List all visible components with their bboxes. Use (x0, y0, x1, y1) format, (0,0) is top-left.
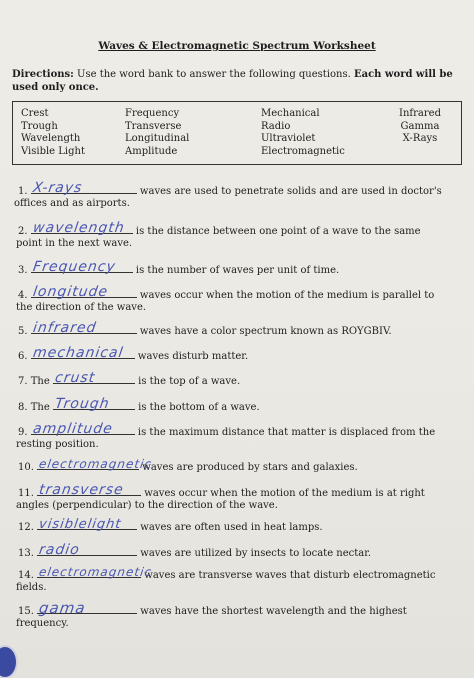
question-2 (16, 219, 458, 249)
answer-blank[interactable] (31, 319, 137, 336)
handwritten-answer: electromagnetic (38, 564, 154, 579)
answer-blank[interactable] (37, 598, 137, 617)
answer-blank[interactable] (31, 344, 135, 361)
handwritten-answer: amplitude (31, 420, 114, 437)
word-bank-item: Transverse (125, 120, 182, 132)
word-bank-item: X-Rays (402, 133, 438, 144)
handwritten-answer: Trough (53, 395, 111, 412)
question-text: waves disturb matter. (137, 351, 249, 362)
question-text: waves are used to penetrate solids and are used in doctor's (139, 186, 442, 197)
answer-blank[interactable] (31, 219, 133, 236)
handwritten-answer: infrared (31, 319, 98, 336)
handwritten-answer: Frequency (31, 258, 117, 275)
question-number: 4. (18, 290, 28, 301)
question-9 (16, 420, 458, 450)
handwritten-answer: radio (38, 541, 82, 558)
handwritten-answer: electromagnetic (38, 456, 154, 471)
question-5 (18, 319, 458, 338)
question-number: 2. (18, 226, 28, 237)
word-bank-item: Electromagnetic (261, 145, 345, 157)
question-text-continued: the direction of the wave. (16, 301, 147, 313)
question-text: waves have the shortest wavelength and the highest (140, 606, 407, 617)
handwritten-answer: crust (53, 369, 97, 386)
answer-blank[interactable] (37, 518, 137, 530)
answer-blank[interactable] (53, 369, 135, 386)
question-text-continued: angles (perpendicular) to the direction of the wave. (16, 499, 278, 511)
question-text: waves have a color spectrum known as ROYGBIV. (139, 326, 392, 337)
question-number: 10. (18, 462, 34, 473)
word-bank-box (12, 101, 462, 165)
question-text-continued: resting position. (16, 438, 99, 450)
directions-label: Directions: (12, 69, 74, 80)
answer-blank[interactable] (37, 541, 137, 558)
answer-blank[interactable] (31, 258, 133, 275)
word-bank-item: Ultraviolet (261, 133, 316, 144)
question-text: waves are produced by stars and galaxies. (142, 462, 358, 473)
handwritten-answer: visiblelight (38, 516, 123, 532)
answer-blank[interactable] (53, 395, 135, 412)
handwritten-answer: gama (37, 598, 87, 617)
question-text: waves are transverse waves that disturb electromagnetic (144, 570, 436, 581)
answer-blank[interactable] (31, 179, 137, 196)
question-text: waves occur when the motion of the medium is parallel to (139, 290, 435, 301)
word-bank-item: Frequency (125, 108, 180, 119)
question-text-continued: frequency. (16, 617, 69, 629)
answer-blank[interactable] (37, 456, 154, 471)
question-text: is the top of a wave. (138, 376, 241, 387)
question-number: 7. The (18, 376, 50, 387)
word-bank-item: Amplitude (125, 145, 178, 157)
question-15 (16, 598, 458, 629)
word-bank-item: Radio (261, 120, 291, 132)
question-number: 3. (18, 265, 28, 276)
handwritten-answer: wavelength (31, 219, 126, 236)
handwritten-answer: transverse (38, 481, 125, 498)
question-number: 15. (18, 606, 34, 617)
question-1 (14, 179, 458, 209)
question-10 (18, 458, 458, 474)
question-text: is the distance between one point of a wave to the same (135, 226, 421, 237)
word-bank-column-4 (395, 108, 445, 146)
question-number: 1. (18, 186, 28, 197)
question-text-continued: offices and as airports. (14, 197, 130, 209)
question-13 (18, 541, 458, 560)
question-number: 5. (18, 326, 28, 337)
question-3 (18, 258, 458, 277)
handwritten-answer: X-rays (31, 179, 84, 196)
question-14 (18, 566, 458, 593)
question-text-continued: point in the next wave. (16, 237, 133, 249)
word-bank-item: Longitudinal (125, 133, 190, 144)
answer-blank[interactable] (37, 564, 154, 579)
word-bank-item: Gamma (400, 120, 440, 132)
question-text: waves occur when the motion of the medium is at right (144, 488, 425, 499)
word-bank-item: Wavelength (21, 133, 81, 144)
question-text: is the maximum distance that matter is displaced from the (137, 427, 436, 438)
word-bank-item: Infrared (399, 108, 441, 119)
question-number: 12. (18, 522, 34, 533)
word-bank-item: Mechanical (261, 108, 320, 119)
handwritten-answer: mechanical (31, 344, 125, 361)
question-number: 6. (18, 351, 28, 362)
question-number: 14. (18, 570, 34, 581)
worksheet-title: Waves & Electromagnetic Spectrum Worksheet (98, 40, 376, 52)
question-text: waves are often used in heat lamps. (140, 522, 323, 533)
question-number: 8. The (18, 402, 50, 413)
question-number: 13. (18, 548, 34, 559)
word-bank-item: Visible Light (21, 145, 85, 157)
answer-blank[interactable] (31, 283, 137, 300)
question-8 (18, 395, 458, 414)
word-bank-column-3 (261, 108, 345, 158)
question-text: is the number of waves per unit of time. (135, 265, 340, 276)
question-text: waves are utilized by insects to locate nectar. (140, 548, 372, 559)
directions-text: Use the word bank to answer the following questions. (73, 69, 354, 80)
question-11 (16, 481, 458, 511)
word-bank-item: Trough (21, 120, 58, 132)
answer-blank[interactable] (37, 481, 141, 498)
question-text-continued: fields. (16, 581, 47, 593)
corner-sticker (0, 645, 18, 678)
question-4 (16, 283, 458, 313)
question-number: 11. (18, 488, 34, 499)
word-bank-column-2 (125, 108, 189, 158)
handwritten-answer: longitude (31, 283, 109, 300)
word-bank-column-1 (21, 108, 85, 158)
question-text: is the bottom of a wave. (138, 402, 260, 413)
directions-bold-text: Each word will be used only once. (12, 69, 453, 93)
question-number: 9. (18, 427, 28, 438)
directions (12, 68, 464, 94)
word-bank-item: Crest (21, 108, 49, 119)
question-6 (18, 344, 458, 363)
question-7 (18, 369, 458, 388)
answer-blank[interactable] (31, 420, 135, 437)
question-12 (18, 518, 458, 534)
